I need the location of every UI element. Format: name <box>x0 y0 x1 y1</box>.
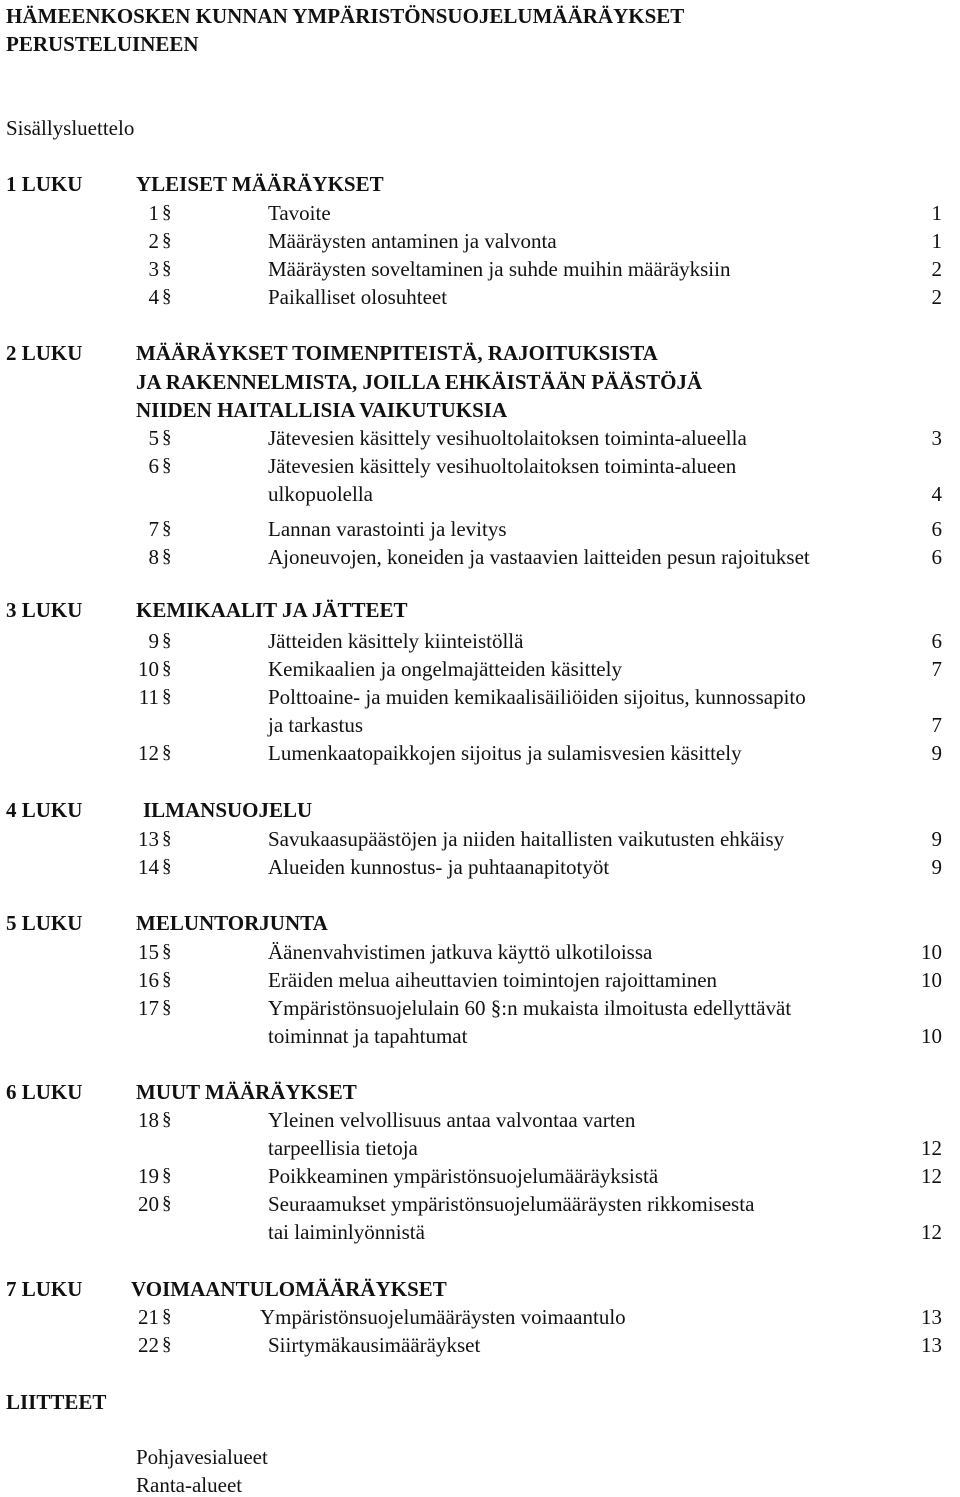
page-number: 2 <box>931 257 942 281</box>
paragraph-icon: § <box>162 686 172 707</box>
paragraph-icon: § <box>162 856 172 877</box>
chapter-label: 3 LUKU <box>6 598 83 622</box>
page-number: 10 <box>921 968 942 992</box>
paragraph-icon: § <box>162 941 172 962</box>
chapter-label: 7 LUKU <box>6 1277 83 1301</box>
section-title: Määräysten soveltaminen ja suhde muihin määräyksiin <box>268 257 731 281</box>
appendix-item: Ranta-alueet <box>136 1473 243 1497</box>
document-subtitle: PERUSTELUINEEN <box>6 32 199 56</box>
chapter-label: 6 LUKU <box>6 1080 83 1104</box>
section-title: Ajoneuvojen, koneiden ja vastaavien laitteiden pesun rajoitukset <box>268 545 810 569</box>
section-title: Äänenvahvistimen jatkuva käyttö ulkotiloissa <box>268 940 653 964</box>
section-title: Polttoaine- ja muiden kemikaalisäiliöiden sijoitus, kunnossapito <box>268 685 806 709</box>
chapter-title: MÄÄRÄYKSET TOIMENPITEISTÄ, RAJOITUKSISTA <box>136 341 658 365</box>
paragraph-icon: § <box>162 546 172 567</box>
page-number: 1 <box>931 229 942 253</box>
section-title: tarpeellisia tietoja <box>268 1136 418 1160</box>
page-number: 12 <box>921 1136 942 1160</box>
paragraph-icon: § <box>162 630 172 651</box>
chapter-title: MELUNTORJUNTA <box>136 911 328 935</box>
paragraph-icon: § <box>162 202 172 223</box>
paragraph-icon: § <box>162 1109 172 1130</box>
section-number: 7 <box>148 517 159 541</box>
paragraph-icon: § <box>162 286 172 307</box>
section-number: 13 <box>138 827 159 851</box>
page-number: 4 <box>931 482 942 506</box>
section-title: Eräiden melua aiheuttavien toimintojen rajoittaminen <box>268 968 718 992</box>
section-number: 5 <box>148 426 159 450</box>
section-title: ulkopuolella <box>268 482 373 506</box>
chapter-title: YLEISET MÄÄRÄYKSET <box>136 172 384 196</box>
section-title: Ympäristönsuojelulain 60 §:n mukaista ilmoitusta edellyttävät <box>268 996 792 1020</box>
section-title: Savukaasupäästöjen ja niiden haitallisten vaikutusten ehkäisy <box>268 827 785 851</box>
section-title: Jätevesien käsittely vesihuoltolaitoksen toiminta-alueen <box>268 454 737 478</box>
paragraph-icon: § <box>162 742 172 763</box>
page-number: 2 <box>931 285 942 309</box>
section-number: 10 <box>138 657 159 681</box>
section-number: 1 <box>148 201 159 225</box>
page-number: 12 <box>921 1164 942 1188</box>
page-number: 13 <box>921 1333 942 1357</box>
chapter-title: ILMANSUOJELU <box>143 798 313 822</box>
section-title: Lumenkaatopaikkojen sijoitus ja sulamisvesien käsittely <box>268 741 742 765</box>
chapter-label: 5 LUKU <box>6 911 83 935</box>
appendix-item: Pohjavesialueet <box>136 1445 268 1469</box>
paragraph-icon: § <box>162 997 172 1018</box>
chapter-title: NIIDEN HAITALLISIA VAIKUTUKSIA <box>136 398 508 422</box>
page-number: 1 <box>931 201 942 225</box>
section-number: 17 <box>138 996 159 1020</box>
document-title: HÄMEENKOSKEN KUNNAN YMPÄRISTÖNSUOJELUMÄÄRÄYKSET <box>6 4 685 28</box>
paragraph-icon: § <box>162 518 172 539</box>
appendix-heading: LIITTEET <box>6 1390 107 1414</box>
section-number: 21 <box>138 1305 159 1329</box>
section-title: tai laiminlyönnistä <box>268 1220 425 1244</box>
section-number: 6 <box>148 454 159 478</box>
page-number: 6 <box>931 517 942 541</box>
section-title: Kemikaalien ja ongelmajätteiden käsittely <box>268 657 622 681</box>
section-number: 2 <box>148 229 159 253</box>
section-title: Yleinen velvollisuus antaa valvontaa varten <box>268 1108 636 1132</box>
section-number: 11 <box>138 685 159 709</box>
chapter-label: 4 LUKU <box>6 798 83 822</box>
paragraph-icon: § <box>162 969 172 990</box>
section-title: Lannan varastointi ja levitys <box>268 517 507 541</box>
toc-heading: Sisällysluettelo <box>6 116 135 140</box>
section-number: 16 <box>138 968 159 992</box>
paragraph-icon: § <box>162 1165 172 1186</box>
page-number: 6 <box>931 629 942 653</box>
section-title: Tavoite <box>268 201 331 225</box>
paragraph-icon: § <box>162 230 172 251</box>
section-number: 18 <box>138 1108 159 1132</box>
chapter-title: MUUT MÄÄRÄYKSET <box>136 1080 357 1104</box>
section-title: Seuraamukset ympäristönsuojelumääräysten rikkomisesta <box>268 1192 755 1216</box>
page-number: 7 <box>931 713 942 737</box>
section-title: Poikkeaminen ympäristönsuojelumääräyksistä <box>268 1164 659 1188</box>
section-title: ja tarkastus <box>268 713 364 737</box>
paragraph-icon: § <box>162 828 172 849</box>
section-number: 8 <box>148 545 159 569</box>
section-number: 3 <box>148 257 159 281</box>
page-number: 3 <box>931 426 942 450</box>
section-number: 19 <box>138 1164 159 1188</box>
page-number: 9 <box>931 855 942 879</box>
page-number: 7 <box>931 657 942 681</box>
chapter-label: 1 LUKU <box>6 172 83 196</box>
section-number: 4 <box>148 285 159 309</box>
section-title: Paikalliset olosuhteet <box>268 285 448 309</box>
section-title: Siirtymäkausimääräykset <box>268 1333 481 1357</box>
section-title: Määräysten antaminen ja valvonta <box>268 229 557 253</box>
section-number: 14 <box>138 855 159 879</box>
chapter-label: 2 LUKU <box>6 341 83 365</box>
paragraph-icon: § <box>162 1334 172 1355</box>
section-title: Ympäristönsuojelumääräysten voimaantulo <box>260 1305 626 1329</box>
section-title: Alueiden kunnostus- ja puhtaanapitotyöt <box>268 855 610 879</box>
section-number: 9 <box>148 629 159 653</box>
paragraph-icon: § <box>162 1193 172 1214</box>
page-number: 9 <box>931 827 942 851</box>
page-number: 10 <box>921 1024 942 1048</box>
chapter-title: KEMIKAALIT JA JÄTTEET <box>136 598 408 622</box>
page-number: 13 <box>921 1305 942 1329</box>
paragraph-icon: § <box>162 258 172 279</box>
paragraph-icon: § <box>162 427 172 448</box>
section-number: 15 <box>138 940 159 964</box>
section-title: Jätteiden käsittely kiinteistöllä <box>268 629 524 653</box>
page-number: 6 <box>931 545 942 569</box>
chapter-title: VOIMAANTULOMÄÄRÄYKSET <box>131 1277 447 1301</box>
section-number: 20 <box>138 1192 159 1216</box>
section-title: Jätevesien käsittely vesihuoltolaitoksen toiminta-alueella <box>268 426 747 450</box>
paragraph-icon: § <box>162 658 172 679</box>
page-number: 12 <box>921 1220 942 1244</box>
section-number: 22 <box>138 1333 159 1357</box>
paragraph-icon: § <box>162 455 172 476</box>
section-number: 12 <box>138 741 159 765</box>
page-number: 9 <box>931 741 942 765</box>
chapter-title: JA RAKENNELMISTA, JOILLA EHKÄISTÄÄN PÄÄSTÖJÄ <box>136 370 703 394</box>
section-title: toiminnat ja tapahtumat <box>268 1024 468 1048</box>
page-number: 10 <box>921 940 942 964</box>
paragraph-icon: § <box>162 1306 172 1327</box>
